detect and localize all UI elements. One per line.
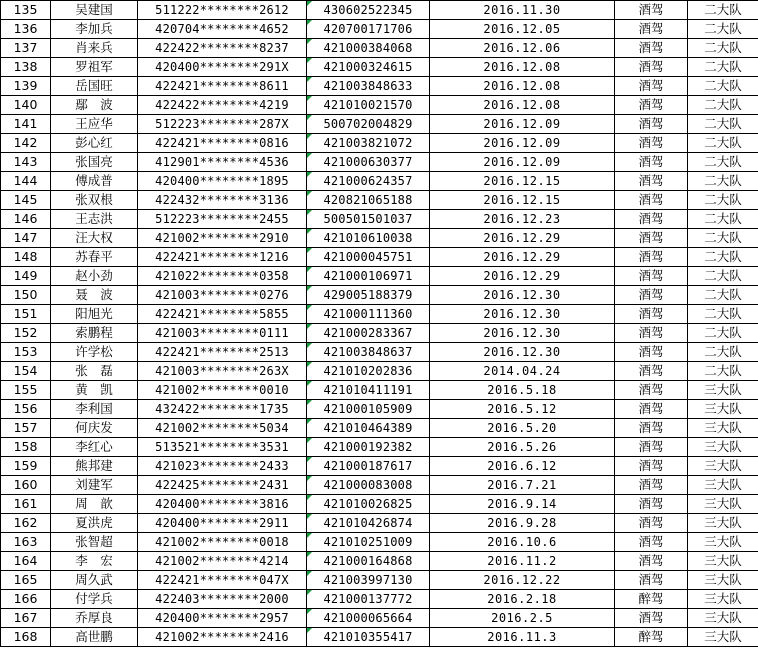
cell-unit[interactable]: 二大队 [688, 305, 758, 324]
cell-number[interactable]: 141 [1, 115, 51, 134]
cell-violation[interactable]: 酒驾 [615, 210, 688, 229]
cell-date[interactable]: 2016.6.12 [430, 457, 615, 476]
cell-violation[interactable]: 酒驾 [615, 476, 688, 495]
cell-number[interactable]: 164 [1, 552, 51, 571]
cell-number[interactable]: 166 [1, 590, 51, 609]
cell-number[interactable]: 144 [1, 172, 51, 191]
cell-date[interactable]: 2014.04.24 [430, 362, 615, 381]
table-row [1, 115, 758, 134]
cell-name[interactable]: 王应华 [51, 115, 138, 134]
cell-date[interactable]: 2016.12.08 [430, 96, 615, 115]
cell-date[interactable]: 2016.12.22 [430, 571, 615, 590]
cell-unit[interactable]: 二大队 [688, 343, 758, 362]
cell-unit[interactable]: 二大队 [688, 191, 758, 210]
cell-name[interactable]: 岳国旺 [51, 77, 138, 96]
cell-id-number[interactable]: 511222********2612 [138, 1, 307, 20]
cell-date[interactable]: 2016.5.26 [430, 438, 615, 457]
cell-license-number[interactable]: 421010610038 [307, 229, 430, 248]
cell-id-number[interactable]: 421003********0276 [138, 286, 307, 305]
cell-date[interactable]: 2016.12.08 [430, 77, 615, 96]
cell-name[interactable]: 罗祖军 [51, 58, 138, 77]
cell-number[interactable]: 157 [1, 419, 51, 438]
cell-date[interactable]: 2016.10.6 [430, 533, 615, 552]
cell-number[interactable]: 163 [1, 533, 51, 552]
cell-number[interactable]: 147 [1, 229, 51, 248]
cell-violation[interactable]: 酒驾 [615, 39, 688, 58]
cell-name[interactable]: 张智超 [51, 533, 138, 552]
cell-violation[interactable]: 酒驾 [615, 96, 688, 115]
cell-unit[interactable]: 三大队 [688, 381, 758, 400]
cell-license-number[interactable]: 421000283367 [307, 324, 430, 343]
cell-number[interactable]: 143 [1, 153, 51, 172]
cell-name[interactable]: 肖来兵 [51, 39, 138, 58]
cell-number[interactable]: 154 [1, 362, 51, 381]
cell-unit[interactable]: 二大队 [688, 324, 758, 343]
table-row [1, 495, 758, 514]
cell-id-number[interactable]: 420400********2957 [138, 609, 307, 628]
table-row [1, 58, 758, 77]
table-row [1, 343, 758, 362]
cell-date[interactable]: 2016.2.18 [430, 590, 615, 609]
cell-unit[interactable]: 二大队 [688, 229, 758, 248]
cell-number[interactable]: 167 [1, 609, 51, 628]
cell-license-number[interactable]: 421003821072 [307, 134, 430, 153]
table-row [1, 571, 758, 590]
cell-license-number[interactable]: 421010464389 [307, 419, 430, 438]
cell-violation[interactable]: 酒驾 [615, 134, 688, 153]
cell-name[interactable]: 李利国 [51, 400, 138, 419]
cell-date[interactable]: 2016.12.30 [430, 305, 615, 324]
cell-number[interactable]: 145 [1, 191, 51, 210]
cell-violation[interactable]: 酒驾 [615, 533, 688, 552]
cell-id-number[interactable]: 421002********4214 [138, 552, 307, 571]
cell-violation[interactable]: 酒驾 [615, 457, 688, 476]
cell-date[interactable]: 2016.12.30 [430, 343, 615, 362]
cell-license-number[interactable]: 420821065188 [307, 191, 430, 210]
cell-id-number[interactable]: 420400********2911 [138, 514, 307, 533]
cell-unit[interactable]: 二大队 [688, 58, 758, 77]
cell-number[interactable]: 142 [1, 134, 51, 153]
cell-name[interactable]: 熊邦建 [51, 457, 138, 476]
cell-date[interactable]: 2016.12.06 [430, 39, 615, 58]
cell-license-number[interactable]: 421000111360 [307, 305, 430, 324]
cell-license-number[interactable]: 421000065664 [307, 609, 430, 628]
cell-name[interactable]: 聂 波 [51, 286, 138, 305]
table-row [1, 609, 758, 628]
cell-date[interactable]: 2016.5.12 [430, 400, 615, 419]
cell-license-number[interactable]: 500501501037 [307, 210, 430, 229]
cell-license-number[interactable]: 421010251009 [307, 533, 430, 552]
cell-license-number[interactable]: 421010426874 [307, 514, 430, 533]
cell-license-number[interactable]: 421010202836 [307, 362, 430, 381]
cell-license-number[interactable]: 430602522345 [307, 1, 430, 20]
cell-id-number[interactable]: 422421********2513 [138, 343, 307, 362]
cell-license-number[interactable]: 421000105909 [307, 400, 430, 419]
cell-id-number[interactable]: 422421********0816 [138, 134, 307, 153]
cell-violation[interactable]: 酒驾 [615, 20, 688, 39]
cell-violation[interactable]: 酒驾 [615, 343, 688, 362]
cell-name[interactable]: 李 宏 [51, 552, 138, 571]
cell-license-number[interactable]: 421000630377 [307, 153, 430, 172]
cell-id-number[interactable]: 421002********5034 [138, 419, 307, 438]
cell-name[interactable]: 许学松 [51, 343, 138, 362]
cell-id-number[interactable]: 421022********0358 [138, 267, 307, 286]
cell-id-number[interactable]: 422421********1216 [138, 248, 307, 267]
cell-violation[interactable]: 酒驾 [615, 362, 688, 381]
cell-violation[interactable]: 酒驾 [615, 1, 688, 20]
cell-id-number[interactable]: 421023********2433 [138, 457, 307, 476]
cell-license-number[interactable]: 421010355417 [307, 628, 430, 647]
cell-number[interactable]: 150 [1, 286, 51, 305]
cell-name[interactable]: 汪大权 [51, 229, 138, 248]
cell-id-number[interactable]: 512223********287X [138, 115, 307, 134]
cell-number[interactable]: 165 [1, 571, 51, 590]
cell-violation[interactable]: 酒驾 [615, 514, 688, 533]
cell-id-number[interactable]: 422432********3136 [138, 191, 307, 210]
cell-id-number[interactable]: 422422********8237 [138, 39, 307, 58]
cell-date[interactable]: 2016.12.29 [430, 267, 615, 286]
cell-name[interactable]: 张国亮 [51, 153, 138, 172]
cell-date[interactable]: 2016.11.30 [430, 1, 615, 20]
table-row [1, 590, 758, 609]
cell-id-number[interactable]: 412901********4536 [138, 153, 307, 172]
cell-violation[interactable]: 酒驾 [615, 324, 688, 343]
cell-unit[interactable]: 二大队 [688, 39, 758, 58]
cell-license-number[interactable]: 421010411191 [307, 381, 430, 400]
cell-date[interactable]: 2016.11.2 [430, 552, 615, 571]
cell-violation[interactable]: 酒驾 [615, 58, 688, 77]
table-row [1, 210, 758, 229]
table-row [1, 552, 758, 571]
cell-number[interactable]: 162 [1, 514, 51, 533]
cell-date[interactable]: 2016.2.5 [430, 609, 615, 628]
table-body [1, 1, 758, 647]
cell-name[interactable]: 王志洪 [51, 210, 138, 229]
cell-unit[interactable]: 三大队 [688, 609, 758, 628]
cell-license-number[interactable]: 421000045751 [307, 248, 430, 267]
cell-violation[interactable]: 酒驾 [615, 77, 688, 96]
table-row [1, 286, 758, 305]
cell-id-number[interactable]: 420400********291X [138, 58, 307, 77]
table-row [1, 457, 758, 476]
table-row [1, 305, 758, 324]
table-row [1, 419, 758, 438]
cell-license-number[interactable]: 421000106971 [307, 267, 430, 286]
cell-unit[interactable]: 二大队 [688, 115, 758, 134]
cell-name[interactable]: 夏洪虎 [51, 514, 138, 533]
table-row [1, 229, 758, 248]
cell-license-number[interactable]: 421003997130 [307, 571, 430, 590]
cell-id-number[interactable]: 432422********1735 [138, 400, 307, 419]
table-row [1, 324, 758, 343]
cell-number[interactable]: 138 [1, 58, 51, 77]
cell-unit[interactable]: 二大队 [688, 210, 758, 229]
cell-unit[interactable]: 三大队 [688, 533, 758, 552]
cell-violation[interactable]: 酒驾 [615, 571, 688, 590]
cell-name[interactable]: 付学兵 [51, 590, 138, 609]
table-row [1, 400, 758, 419]
table-row [1, 248, 758, 267]
cell-number[interactable]: 158 [1, 438, 51, 457]
cell-date[interactable]: 2016.12.15 [430, 172, 615, 191]
cell-date[interactable]: 2016.7.21 [430, 476, 615, 495]
cell-date[interactable]: 2016.12.29 [430, 248, 615, 267]
cell-violation[interactable]: 酒驾 [615, 495, 688, 514]
cell-number[interactable]: 168 [1, 628, 51, 647]
cell-date[interactable]: 2016.12.09 [430, 153, 615, 172]
cell-number[interactable]: 140 [1, 96, 51, 115]
cell-name[interactable]: 赵小劲 [51, 267, 138, 286]
cell-license-number[interactable]: 421003848633 [307, 77, 430, 96]
cell-id-number[interactable]: 421002********2910 [138, 229, 307, 248]
cell-violation[interactable]: 酒驾 [615, 229, 688, 248]
cell-date[interactable]: 2016.12.29 [430, 229, 615, 248]
cell-id-number[interactable]: 422422********4219 [138, 96, 307, 115]
cell-license-number[interactable]: 421000164868 [307, 552, 430, 571]
cell-violation[interactable]: 酒驾 [615, 609, 688, 628]
cell-name[interactable]: 刘建军 [51, 476, 138, 495]
cell-id-number[interactable]: 421003********0111 [138, 324, 307, 343]
cell-id-number[interactable]: 420704********4652 [138, 20, 307, 39]
cell-number[interactable]: 148 [1, 248, 51, 267]
cell-unit[interactable]: 二大队 [688, 20, 758, 39]
cell-id-number[interactable]: 422421********047X [138, 571, 307, 590]
cell-violation[interactable]: 酒驾 [615, 381, 688, 400]
cell-date[interactable]: 2016.12.30 [430, 324, 615, 343]
cell-name[interactable]: 黄 凯 [51, 381, 138, 400]
cell-name[interactable]: 傅成普 [51, 172, 138, 191]
cell-unit[interactable]: 二大队 [688, 267, 758, 286]
cell-name[interactable]: 彭心红 [51, 134, 138, 153]
cell-name[interactable]: 乔厚良 [51, 609, 138, 628]
cell-name[interactable]: 何庆发 [51, 419, 138, 438]
cell-name[interactable]: 高世鹏 [51, 628, 138, 647]
cell-date[interactable]: 2016.12.08 [430, 58, 615, 77]
cell-unit[interactable]: 二大队 [688, 1, 758, 20]
cell-id-number[interactable]: 421002********0018 [138, 533, 307, 552]
table-row [1, 1, 758, 20]
cell-license-number[interactable]: 421010026825 [307, 495, 430, 514]
cell-violation[interactable]: 醉驾 [615, 628, 688, 647]
cell-date[interactable]: 2016.9.14 [430, 495, 615, 514]
cell-violation[interactable]: 酒驾 [615, 400, 688, 419]
table-row [1, 362, 758, 381]
table-row [1, 438, 758, 457]
cell-name[interactable]: 鄢 波 [51, 96, 138, 115]
cell-name[interactable]: 索鹏程 [51, 324, 138, 343]
cell-id-number[interactable]: 421003********263X [138, 362, 307, 381]
cell-violation[interactable]: 酒驾 [615, 191, 688, 210]
table-row [1, 96, 758, 115]
cell-license-number[interactable]: 500702004829 [307, 115, 430, 134]
cell-unit[interactable]: 二大队 [688, 248, 758, 267]
cell-violation[interactable]: 酒驾 [615, 172, 688, 191]
cell-name[interactable]: 吴建国 [51, 1, 138, 20]
cell-violation[interactable]: 酒驾 [615, 305, 688, 324]
cell-unit[interactable]: 三大队 [688, 552, 758, 571]
table-row [1, 77, 758, 96]
table-row [1, 628, 758, 647]
table-row [1, 533, 758, 552]
cell-violation[interactable]: 酒驾 [615, 248, 688, 267]
table-row [1, 20, 758, 39]
cell-number[interactable]: 153 [1, 343, 51, 362]
cell-unit[interactable]: 二大队 [688, 362, 758, 381]
cell-unit[interactable]: 三大队 [688, 419, 758, 438]
cell-unit[interactable]: 三大队 [688, 514, 758, 533]
cell-id-number[interactable]: 421002********2416 [138, 628, 307, 647]
cell-unit[interactable]: 三大队 [688, 495, 758, 514]
cell-violation[interactable]: 酒驾 [615, 438, 688, 457]
cell-name[interactable]: 李加兵 [51, 20, 138, 39]
cell-name[interactable]: 李红心 [51, 438, 138, 457]
cell-violation[interactable]: 酒驾 [615, 552, 688, 571]
cell-date[interactable]: 2016.5.20 [430, 419, 615, 438]
cell-name[interactable]: 张双根 [51, 191, 138, 210]
cell-violation[interactable]: 酒驾 [615, 115, 688, 134]
cell-number[interactable]: 156 [1, 400, 51, 419]
table-row [1, 381, 758, 400]
table-row [1, 134, 758, 153]
cell-name[interactable]: 周 歆 [51, 495, 138, 514]
cell-name[interactable]: 周久武 [51, 571, 138, 590]
table-row [1, 191, 758, 210]
cell-id-number[interactable]: 512223********2455 [138, 210, 307, 229]
cell-id-number[interactable]: 422421********5855 [138, 305, 307, 324]
table-row [1, 172, 758, 191]
cell-number[interactable]: 135 [1, 1, 51, 20]
cell-name[interactable]: 阳旭光 [51, 305, 138, 324]
cell-license-number[interactable]: 421000083008 [307, 476, 430, 495]
cell-date[interactable]: 2016.12.05 [430, 20, 615, 39]
cell-id-number[interactable]: 513521********3531 [138, 438, 307, 457]
cell-unit[interactable]: 三大队 [688, 457, 758, 476]
cell-date[interactable]: 2016.5.18 [430, 381, 615, 400]
cell-unit[interactable]: 三大队 [688, 571, 758, 590]
cell-violation[interactable]: 酒驾 [615, 286, 688, 305]
cell-unit[interactable]: 三大队 [688, 476, 758, 495]
cell-number[interactable]: 160 [1, 476, 51, 495]
cell-number[interactable]: 149 [1, 267, 51, 286]
cell-license-number[interactable]: 421010021570 [307, 96, 430, 115]
table-row [1, 39, 758, 58]
cell-number[interactable]: 137 [1, 39, 51, 58]
cell-violation[interactable]: 酒驾 [615, 267, 688, 286]
cell-license-number[interactable]: 421000187617 [307, 457, 430, 476]
cell-unit[interactable]: 三大队 [688, 590, 758, 609]
cell-unit[interactable]: 三大队 [688, 628, 758, 647]
table-row [1, 153, 758, 172]
cell-license-number[interactable]: 421000324615 [307, 58, 430, 77]
cell-number[interactable]: 136 [1, 20, 51, 39]
table-row [1, 514, 758, 533]
cell-license-number[interactable]: 421003848637 [307, 343, 430, 362]
cell-license-number[interactable]: 421000384068 [307, 39, 430, 58]
cell-date[interactable]: 2016.12.23 [430, 210, 615, 229]
cell-number[interactable]: 161 [1, 495, 51, 514]
table-row [1, 476, 758, 495]
cell-unit[interactable]: 三大队 [688, 438, 758, 457]
cell-id-number[interactable]: 420400********3816 [138, 495, 307, 514]
cell-date[interactable]: 2016.12.15 [430, 191, 615, 210]
cell-date[interactable]: 2016.9.28 [430, 514, 615, 533]
cell-id-number[interactable]: 421002********0010 [138, 381, 307, 400]
cell-number[interactable]: 152 [1, 324, 51, 343]
cell-violation[interactable]: 酒驾 [615, 153, 688, 172]
cell-unit[interactable]: 二大队 [688, 77, 758, 96]
cell-number[interactable]: 146 [1, 210, 51, 229]
cell-violation[interactable]: 醉驾 [615, 590, 688, 609]
cell-license-number[interactable]: 421000624357 [307, 172, 430, 191]
cell-unit[interactable]: 二大队 [688, 153, 758, 172]
cell-id-number[interactable]: 422425********2431 [138, 476, 307, 495]
cell-number[interactable]: 155 [1, 381, 51, 400]
cell-number[interactable]: 159 [1, 457, 51, 476]
cell-unit[interactable]: 三大队 [688, 400, 758, 419]
cell-id-number[interactable]: 420400********1895 [138, 172, 307, 191]
cell-number[interactable]: 139 [1, 77, 51, 96]
cell-license-number[interactable]: 429005188379 [307, 286, 430, 305]
cell-violation[interactable]: 酒驾 [615, 419, 688, 438]
cell-name[interactable]: 张 磊 [51, 362, 138, 381]
cell-unit[interactable]: 二大队 [688, 134, 758, 153]
cell-id-number[interactable]: 422403********2000 [138, 590, 307, 609]
cell-unit[interactable]: 二大队 [688, 96, 758, 115]
cell-date[interactable]: 2016.11.3 [430, 628, 615, 647]
cell-date[interactable]: 2016.12.09 [430, 134, 615, 153]
cell-number[interactable]: 151 [1, 305, 51, 324]
cell-unit[interactable]: 二大队 [688, 286, 758, 305]
cell-license-number[interactable]: 421000137772 [307, 590, 430, 609]
cell-license-number[interactable]: 420700171706 [307, 20, 430, 39]
cell-license-number[interactable]: 421000192382 [307, 438, 430, 457]
cell-date[interactable]: 2016.12.30 [430, 286, 615, 305]
cell-id-number[interactable]: 422421********8611 [138, 77, 307, 96]
cell-date[interactable]: 2016.12.09 [430, 115, 615, 134]
cell-name[interactable]: 苏春平 [51, 248, 138, 267]
cell-unit[interactable]: 二大队 [688, 172, 758, 191]
table-row [1, 267, 758, 286]
